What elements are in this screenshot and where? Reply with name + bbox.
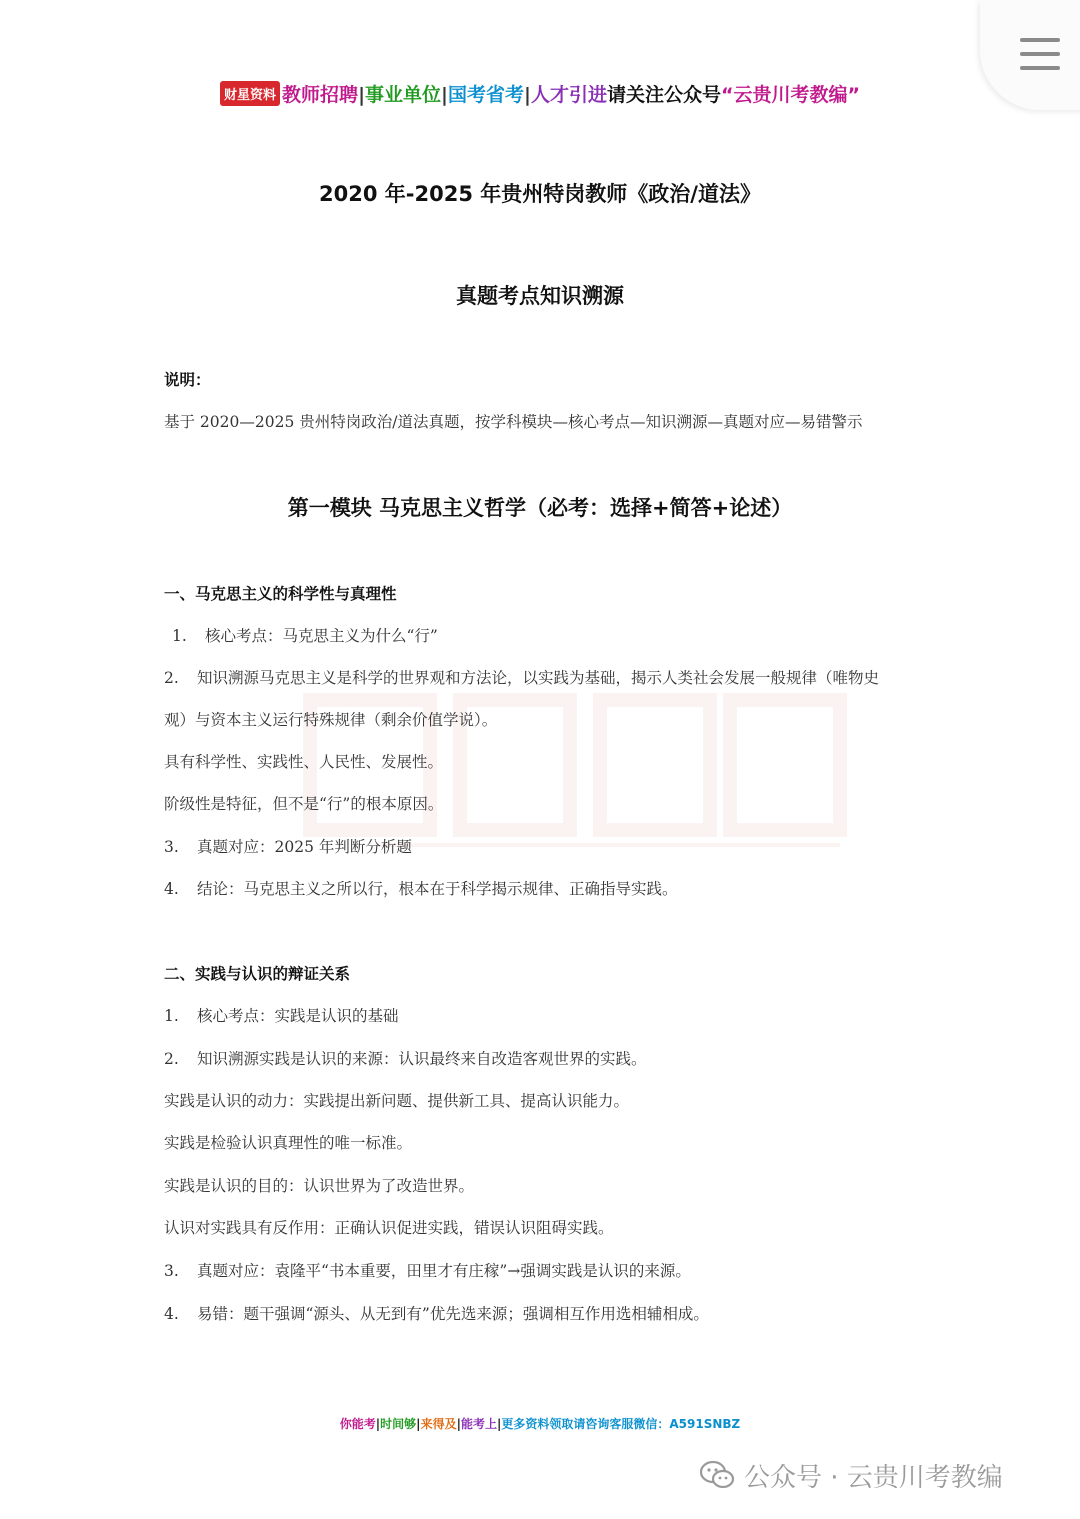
header-banner bbox=[0, 80, 1080, 107]
footer-sep: | bbox=[375, 1417, 381, 1431]
banner-part: 事业单位 bbox=[365, 84, 442, 106]
item-number: 2. bbox=[164, 669, 179, 687]
banner-sep: | bbox=[524, 84, 531, 106]
footer-part: 时间够 bbox=[380, 1417, 417, 1431]
list-item bbox=[172, 624, 438, 646]
list-item bbox=[164, 835, 412, 857]
menu-icon-bar bbox=[1020, 52, 1060, 56]
footer-banner bbox=[0, 1415, 1080, 1432]
item-number: 4. bbox=[164, 880, 179, 898]
text-line: 具有科学性、实践性、人民性、发展性。 bbox=[164, 753, 444, 771]
footer-contact: 更多资料领取请咨询客服微信：A591SNBZ bbox=[501, 1417, 741, 1431]
footer-part: 来得及 bbox=[420, 1417, 457, 1431]
footer-part: 能考上 bbox=[460, 1417, 497, 1431]
banner-part: 请关注公众号 bbox=[606, 84, 721, 106]
module-title: 第一模块 马克思主义哲学（必考：选择+简答+论述） bbox=[287, 496, 793, 520]
list-item bbox=[164, 877, 678, 899]
doc-subtitle: 真题考点知识溯源 bbox=[456, 284, 624, 308]
text-line: 实践是认识的目的：认识世界为了改造世界。 bbox=[164, 1177, 475, 1195]
footer-sep: | bbox=[456, 1417, 461, 1431]
wechat-account-tag[interactable] bbox=[700, 1455, 1003, 1495]
note-label: 说明： bbox=[164, 371, 211, 389]
note-text: 基于 2020—2025 贵州特岗政治/道法真题，按学科模块—核心考点—知识溯源—真题对应—易错警示 bbox=[164, 413, 863, 431]
doc-title: 2020 年-2025 年贵州特岗教师《政治/道法》 bbox=[319, 182, 761, 206]
text-line: 实践是检验认识真理性的唯一标准。 bbox=[164, 1134, 413, 1152]
item-text: 真题对应：2025 年判断分析题 bbox=[197, 838, 412, 856]
item-number: 4. bbox=[164, 1305, 179, 1323]
item-text: 易错：题干强调“源头、从无到有”优先选来源；强调相互作用选相辅相成。 bbox=[197, 1305, 709, 1323]
item-number: 2. bbox=[164, 1050, 179, 1068]
wechat-icon bbox=[700, 1460, 734, 1490]
list-item bbox=[164, 666, 879, 688]
text-line: 认识对实践具有反作用：正确认识促进实践，错误认识阻碍实践。 bbox=[164, 1219, 614, 1237]
list-item bbox=[164, 1004, 399, 1026]
section-heading: 一、马克思主义的科学性与真理性 bbox=[164, 585, 397, 603]
banner-part: 教师招聘 bbox=[282, 84, 359, 106]
menu-icon-bar bbox=[1020, 66, 1060, 70]
item-number: 1. bbox=[172, 627, 187, 645]
text-line: 阶级性是特征，但不是“行”的根本原因。 bbox=[164, 795, 444, 813]
item-number: 3. bbox=[164, 1262, 179, 1280]
item-text: 核心考点：实践是认识的基础 bbox=[197, 1007, 399, 1025]
brand-logo: 财星资料 bbox=[220, 81, 280, 106]
item-text: 结论：马克思主义之所以行，根本在于科学揭示规律、正确指导实践。 bbox=[197, 880, 678, 898]
banner-part: 国考省考 bbox=[447, 84, 524, 106]
text-line: 实践是认识的动力：实践提出新问题、提供新工具、提高认识能力。 bbox=[164, 1092, 630, 1110]
item-text: 真题对应：袁隆平“书本重要，田里才有庄稼”→强调实践是认识的来源。 bbox=[197, 1262, 691, 1280]
list-item bbox=[164, 1259, 691, 1281]
text-line: 观）与资本主义运行特殊规律（剩余价值学说）。 bbox=[164, 711, 498, 729]
item-text: 知识溯源实践是认识的来源：认识最终来自改造客观世界的实践。 bbox=[197, 1050, 647, 1068]
footer-sep: | bbox=[496, 1417, 502, 1431]
footer-part: 你能考 bbox=[339, 1417, 376, 1431]
list-item bbox=[164, 1047, 647, 1069]
list-item bbox=[164, 1302, 709, 1324]
banner-part: 人才引进 bbox=[530, 84, 607, 106]
banner-sep: | bbox=[358, 84, 366, 106]
banner-sep: | bbox=[441, 84, 448, 106]
item-text: 知识溯源马克思主义是科学的世界观和方法论，以实践为基础，揭示人类社会发展一般规律（唯物史 bbox=[197, 669, 880, 687]
item-number: 3. bbox=[164, 838, 179, 856]
item-number: 1. bbox=[164, 1007, 179, 1025]
wechat-label: 公众号 · 云贵川考教编 bbox=[744, 1462, 1003, 1493]
banner-account: “云贵川考教编” bbox=[720, 84, 860, 106]
menu-icon bbox=[1020, 38, 1060, 42]
item-text: 核心考点：马克思主义为什么“行” bbox=[205, 627, 438, 645]
footer-sep: | bbox=[416, 1417, 421, 1431]
section-heading: 二、实践与认识的辩证关系 bbox=[164, 965, 351, 983]
